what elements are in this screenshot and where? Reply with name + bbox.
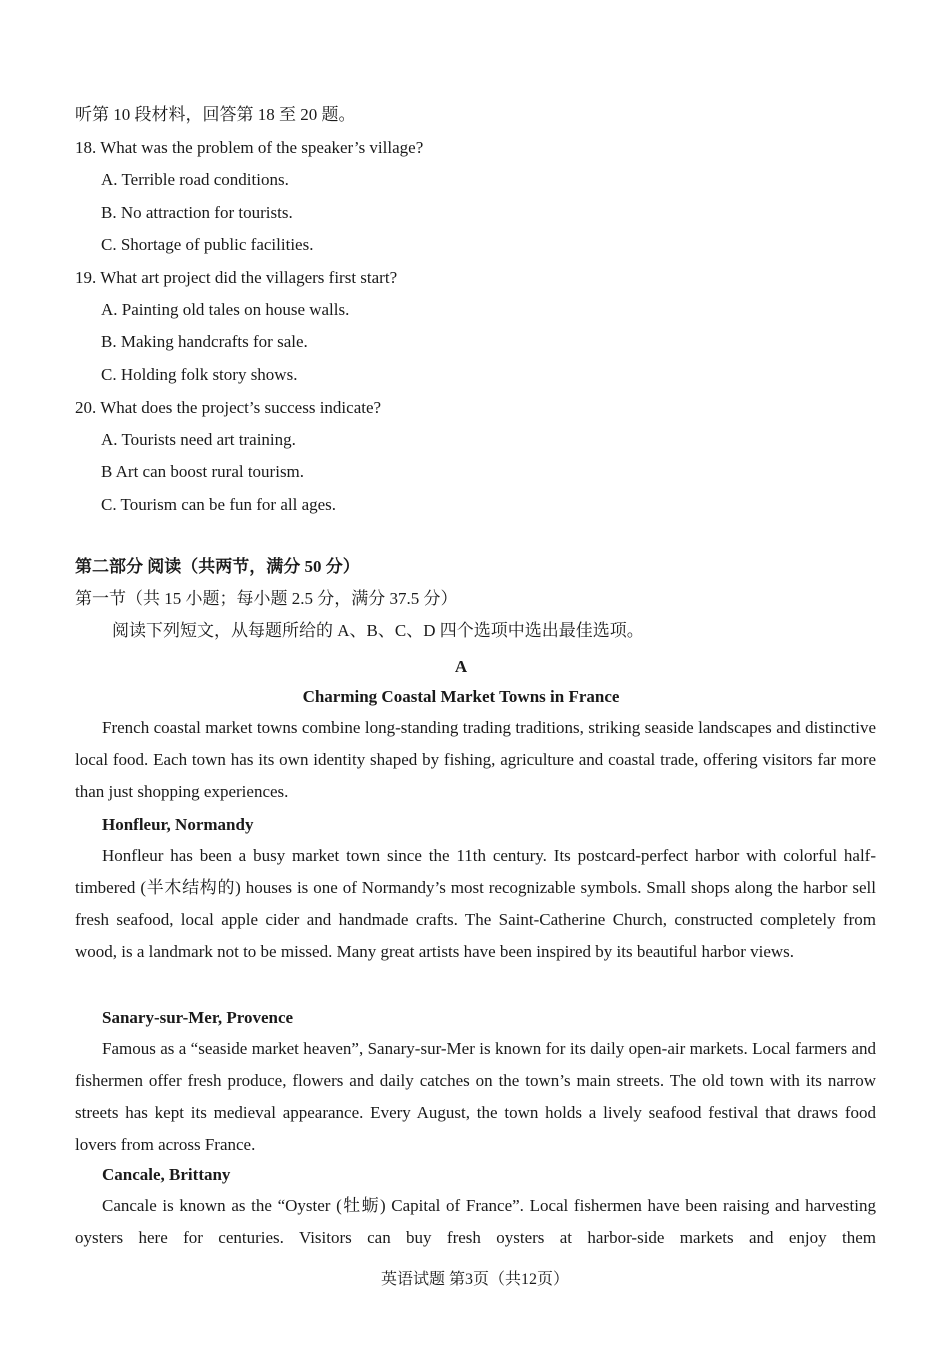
town-heading-cancale: Cancale, Brittany	[102, 1165, 231, 1184]
town-paragraph-honfleur: Honfleur has been a busy market town since the 11th century. Its postcard-perfect harbor with colorful half-timbered (半木结构的) houses is one of Normandy’s most recognizable symbols. Small shops along the harbor sell fresh seafood, local apple cider and handmade crafts. The Saint-Catherine Church, constructed completely from wood, is a landmark not to be missed. Many great artists have been inspired by its beautiful harbor views.	[75, 846, 876, 961]
passage-label: A	[454, 657, 468, 676]
town-heading-honfleur: Honfleur, Normandy	[102, 815, 254, 834]
question-20: 20. What does the project’s success indicate?	[75, 398, 382, 417]
option-19b: B. Making handcrafts for sale.	[101, 332, 308, 351]
option-18a: A. Terrible road conditions.	[101, 170, 289, 189]
option-18b: B. No attraction for tourists.	[101, 203, 293, 222]
page-footer: 英语试题 第3页（共12页）	[380, 1271, 569, 1288]
option-20a: A. Tourists need art training.	[101, 430, 296, 449]
option-20b: B Art can boost rural tourism.	[101, 462, 305, 481]
reading-directions: 阅读下列短文，从每题所给的 A、B、C、D 四个选项中选出最佳选项。	[112, 621, 644, 640]
question-19: 19. What art project did the villagers first start?	[75, 268, 398, 287]
option-18c: C. Shortage of public facilities.	[101, 235, 314, 254]
town-paragraph-sanary: Famous as a “seaside market heaven”, Sanary-sur-Mer is known for its daily open-air markets. Local farmers and fishermen offer fresh produce, flowers and daily catches on the town’s main streets. The old town with its narrow streets has kept its medieval appearance. Every August, the town holds a lively seafood festival that draws food lovers from across France.	[75, 1039, 876, 1154]
intro-paragraph: French coastal market towns combine long-standing trading traditions, striking seaside landscapes and distinctive local food. Each town has its own identity shaped by fishing, agriculture and coastal trade, offering visitors far more than just shopping experiences.	[75, 718, 876, 801]
option-19a: A. Painting old tales on house walls.	[101, 300, 350, 319]
option-20c: C. Tourism can be fun for all ages.	[101, 495, 337, 514]
town-paragraph-cancale: Cancale is known as the “Oyster (牡蛎) Capital of France”. Local fishermen have been raising and harvesting oysters here for centuries. Visitors can buy fresh oysters at harbor-side markets and enjoy them	[75, 1196, 876, 1247]
option-19c: C. Holding folk story shows.	[101, 365, 298, 384]
question-18: 18. What was the problem of the speaker’s village?	[75, 138, 424, 157]
part-title: 第二部分 阅读（共两节，满分 50 分）	[75, 557, 360, 576]
listening-instruction: 听第 10 段材料，回答第 18 至 20 题。	[75, 105, 356, 124]
section-title: 第一节（共 15 小题；每小题 2.5 分，满分 37.5 分）	[75, 589, 458, 608]
town-heading-sanary: Sanary-sur-Mer, Provence	[102, 1008, 294, 1027]
passage-title: Charming Coastal Market Towns in France	[302, 687, 620, 706]
